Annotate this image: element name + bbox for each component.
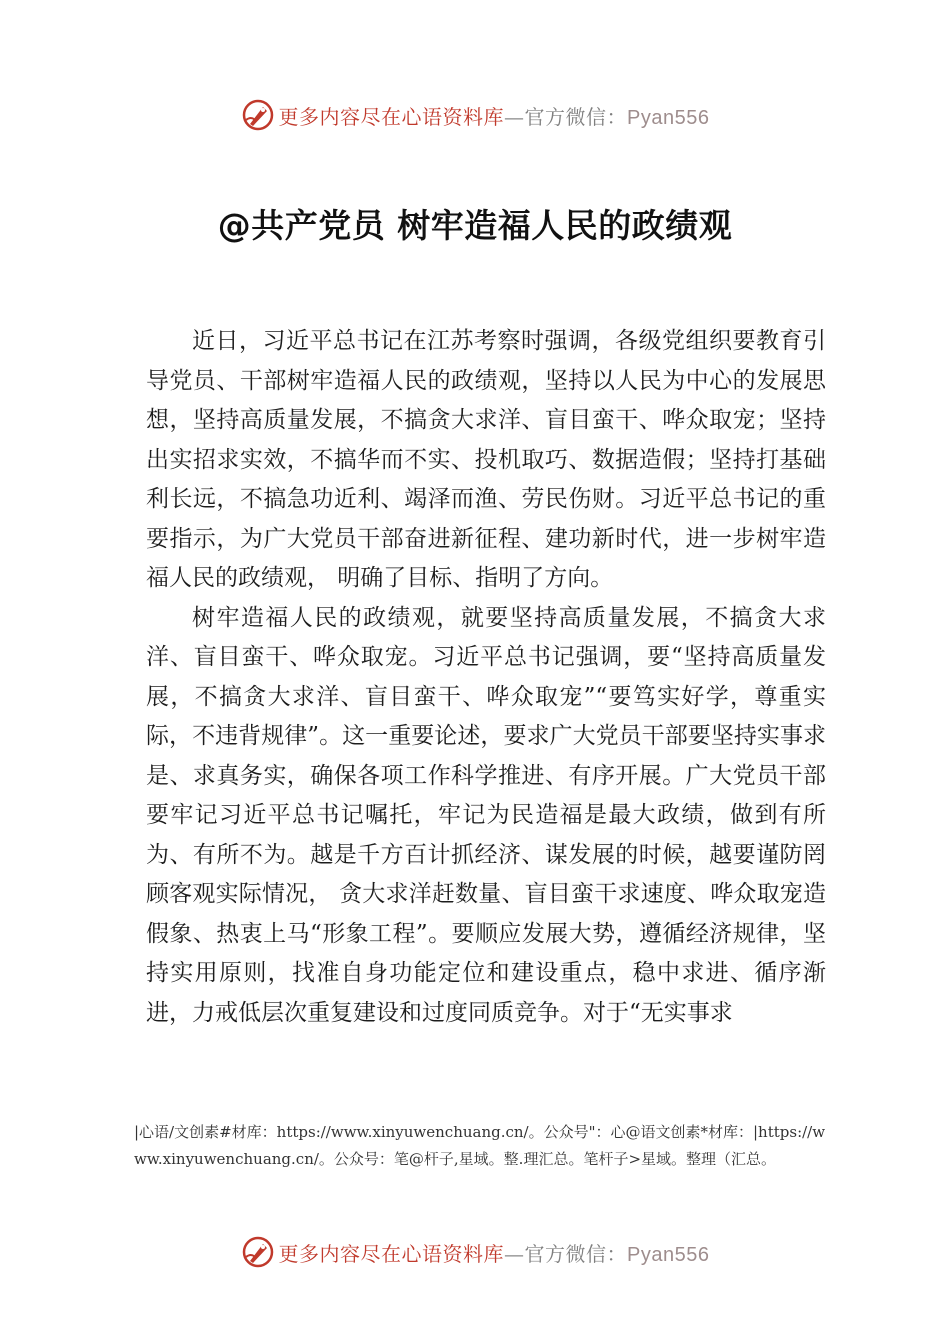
source-footnote: |心语/文创素#材库：https://www.xinyuwenchuang.cn/。公众号"：心@语文创素*材库：|https://www.xinyuwenchuang.cn/。公众号：笔@杆子,星域。整.理汇总。笔杆子>星域。整理（汇总。 — [134, 1123, 826, 1168]
banner-main: 更多内容尽在心语资料库 — [278, 104, 505, 129]
banner-wechat-id: Pyan556 — [627, 1243, 710, 1266]
banner-wechat-label: 官方微信： — [524, 104, 628, 129]
pen-nib-logo-icon — [241, 1235, 275, 1269]
article-body — [146, 322, 826, 1033]
banner-text — [279, 101, 710, 130]
header-banner — [0, 95, 950, 135]
banner-main: 更多内容尽在心语资料库 — [278, 1241, 505, 1266]
footer-banner — [0, 1232, 950, 1272]
banner-wechat-id: Pyan556 — [627, 106, 710, 129]
pen-nib-logo-icon — [241, 98, 275, 132]
banner-separator: — — [504, 104, 525, 129]
document-title: @共产党员 树牢造福人民的政绩观 — [217, 206, 733, 245]
paragraph-1: 近日，习近平总书记在江苏考察时强调，各级党组织要教育引导党员、干部树牢造福人民的政绩观，坚持以人民为中心的发展思想，坚持高质量发展，不搞贪大求洋、盲目蛮干、哗众取宠；坚持出实招求实效，不搞华而不实、投机取巧、数据造假；坚持打基础利长远，不搞急功近利、竭泽而渔、劳民伤财。习近平总书记的重要指示，为广大党员干部奋进新征程、建功新时代，进一步树牢造福人民的政绩观， 明确了目标、指明了方向。 — [146, 328, 826, 591]
paragraph-2: 树牢造福人民的政绩观，就要坚持高质量发展，不搞贪大求洋、盲目蛮干、哗众取宠。习近平总书记强调，要“坚持高质量发展，不搞贪大求洋、盲目蛮干、哗众取宠”“要笃实好学，尊重实际，不违背规律”。这一重要论述，要求广大党员干部要坚持实事求是、求真务实，确保各项工作科学推进、有序开展。广大党员干部要牢记习近平总书记嘱托，牢记为民造福是最大政绩，做到有所为、有所不为。越是千方百计抓经济、谋发展的时候，越要谨防罔顾客观实际情况， 贪大求洋赶数量、盲目蛮干求速度、哗众取宠造假象、热衷上马“形象工程”。要顺应发展大势，遵循经济规律，坚持实用原则，找准自身功能定位和建设重点，稳中求进、循序渐进，力戒低层次重复建设和过度同质竞争。对于“无实事求 — [146, 604, 826, 1026]
banner-separator: — — [504, 1241, 525, 1266]
banner-text — [279, 1238, 710, 1267]
banner-wechat-label: 官方微信： — [524, 1241, 628, 1266]
